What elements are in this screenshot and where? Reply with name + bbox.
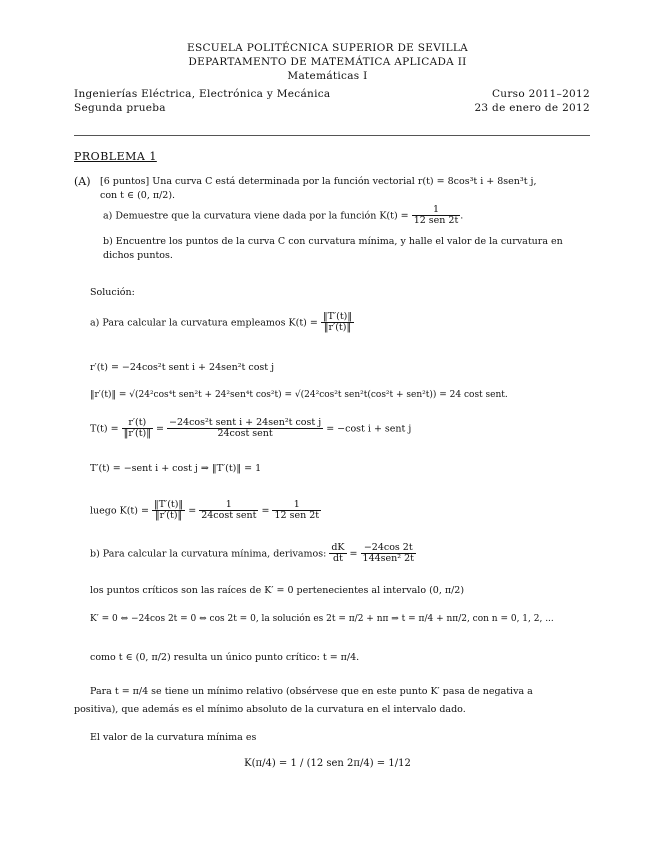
eq-T-frac-2 [167, 418, 323, 440]
fraction-numerator: r′(t) [122, 418, 153, 429]
item-b-line-2: dichos puntos. [103, 250, 173, 261]
solution-b-text: b) Para calcular la curvatura mínima, derivamos: [90, 548, 327, 560]
eq-r-prime: r′(t) = −24cos²t sent i + 24sen²t cost j [90, 362, 275, 373]
eq-unit-tangent: T(t) = $\frac{r'(t)}{‖r'(t)‖}$ = $\frac{\text{−24cos²t sent i + 24sen²t cost j}}{\text{24cost sent}}$ = −cost i + sent j [90, 417, 412, 440]
final-equation: K(π/4) = 1 / (12 sen 2π/4) = 1/12 [244, 758, 411, 769]
fraction-numerator: −24cos 2t [361, 543, 416, 554]
luego-frac-1 [152, 500, 185, 522]
critical-points-eq: K′ = 0 ⇔ −24cos 2t = 0 ⇔ cos 2t = 0, la solución es 2t = π/2 + nπ ⇒ t = π/4 + nπ/2, con n = 0, 1, 2, ... [90, 614, 554, 624]
curvature-formula [321, 312, 354, 334]
eq-norm: ‖r′(t)‖ = √(24²cos⁴t sen²t + 24²sen⁴t cos²t) = √(24²cos²t sen²t(cos²t + sen²t)) = 24 cost sent. [90, 390, 508, 400]
problem-title: PROBLEMA 1 [74, 150, 157, 163]
eq-T-lhs: T(t) = [90, 423, 119, 435]
solution-a-intro [90, 312, 354, 334]
fraction-denominator: 24cost sent [201, 510, 257, 522]
critical-points-text: los puntos críticos son las raíces de K′ = 0 pertenecientes al intervalo (0, π/2) [90, 585, 465, 596]
header-divider [74, 135, 590, 136]
solution-a-text: a) Para calcular la curvatura empleamos K(t) = [90, 317, 318, 329]
eq-T-prime: T′(t) = −sent i + cost j ⇒ ‖T′(t)‖ = 1 [90, 463, 262, 474]
header-school: ESCUELA POLITÉCNICA SUPERIOR DE SEVILLA [187, 42, 468, 54]
minimum-value-text: El valor de la curvatura mínima es [90, 732, 257, 743]
header-test: Segunda prueba [74, 102, 166, 114]
header-department: DEPARTAMENTO DE MATEMÁTICA APLICADA II [188, 56, 467, 68]
fraction-denominator: 144sen² 2t [362, 553, 414, 565]
part-label: (A) [74, 175, 91, 188]
fraction-denominator: 12 sen 2t [274, 510, 320, 522]
header-course: Matemáticas I [287, 70, 368, 82]
fraction-numerator: −24cos²t sent i + 24sen²t cost j [169, 417, 322, 428]
fraction-denominator: dt [332, 553, 343, 565]
solution-b-intro: b) Para calcular la curvatura mínima, derivamos: $\frac{dK}{dt}$ = $\frac{-24\cos 2t}{\text{144sen² 2t}}$ [90, 542, 414, 565]
luego-frac-2 [199, 500, 258, 522]
fraction-denominator: 12 sen 2t [413, 215, 459, 227]
minimum-line-1: Para t = π/4 se tiene un mínimo relativo (obsérvese que en este punto K′ pasa de negativa a [90, 686, 533, 697]
statement-line-1: [6 puntos] Una curva C está determinada por la función vectorial r(t) = 8cos³t i + 8sen³t j, [100, 176, 537, 187]
luego-lhs: luego K(t) = [90, 505, 149, 517]
item-a: a) Demuestre que la curvatura viene dada por la función K(t) = $\frac{1}{\text{12 sen 2t}}$ . [103, 204, 464, 227]
statement-line-2: con t ∈ (0, π/2). [100, 190, 176, 201]
item-a-text: a) Demuestre que la curvatura viene dada por la función K(t) = [103, 210, 409, 222]
fraction-numerator: ‖T′(t)‖ [153, 499, 184, 510]
eq-luego: luego K(t) = $\frac{‖T'(t)‖}{‖r'(t)‖}$ = $\frac{1}{\text{24cost sent}}$ = $\frac{1}{\text{12 sen 2t}}$ [90, 499, 320, 522]
fraction-numerator: ‖T′(t)‖ [322, 311, 353, 322]
fraction-denominator: ‖r′(t)‖ [123, 428, 152, 440]
fraction-denominator: ‖r′(t)‖ [323, 322, 352, 334]
fraction-numerator: 1 [412, 205, 461, 216]
fraction-denominator: 24cost sent [217, 428, 273, 440]
header-date: 23 de enero de 2012 [474, 102, 590, 114]
eq-T-rhs: = −cost i + sent j [326, 423, 412, 435]
fraction-numerator: dK [331, 542, 345, 553]
item-b-line-1: b) Encuentre los puntos de la curva C con curvatura mínima, y halle el valor de la curvatura en [103, 236, 563, 247]
item-a-fraction [412, 205, 461, 227]
solution-label: Solución: [90, 287, 135, 298]
luego-frac-3 [272, 500, 321, 522]
derivative-frac [361, 543, 416, 565]
header-degree: Ingenierías Eléctrica, Electrónica y Mecánica [74, 88, 331, 100]
fraction-denominator: ‖r′(t)‖ [154, 510, 183, 522]
header-year: Curso 2011–2012 [491, 88, 590, 100]
minimum-line-2: positiva), que además es el mínimo absoluto de la curvatura en el intervalo dado. [74, 704, 466, 715]
fraction-numerator: 1 [272, 500, 321, 511]
dk-dt-frac [329, 543, 346, 565]
eq-T-frac-1 [122, 418, 153, 440]
fraction-numerator: 1 [199, 500, 258, 511]
unique-critical-point: como t ∈ (0, π/2) resulta un único punto crítico: t = π/4. [90, 652, 360, 663]
